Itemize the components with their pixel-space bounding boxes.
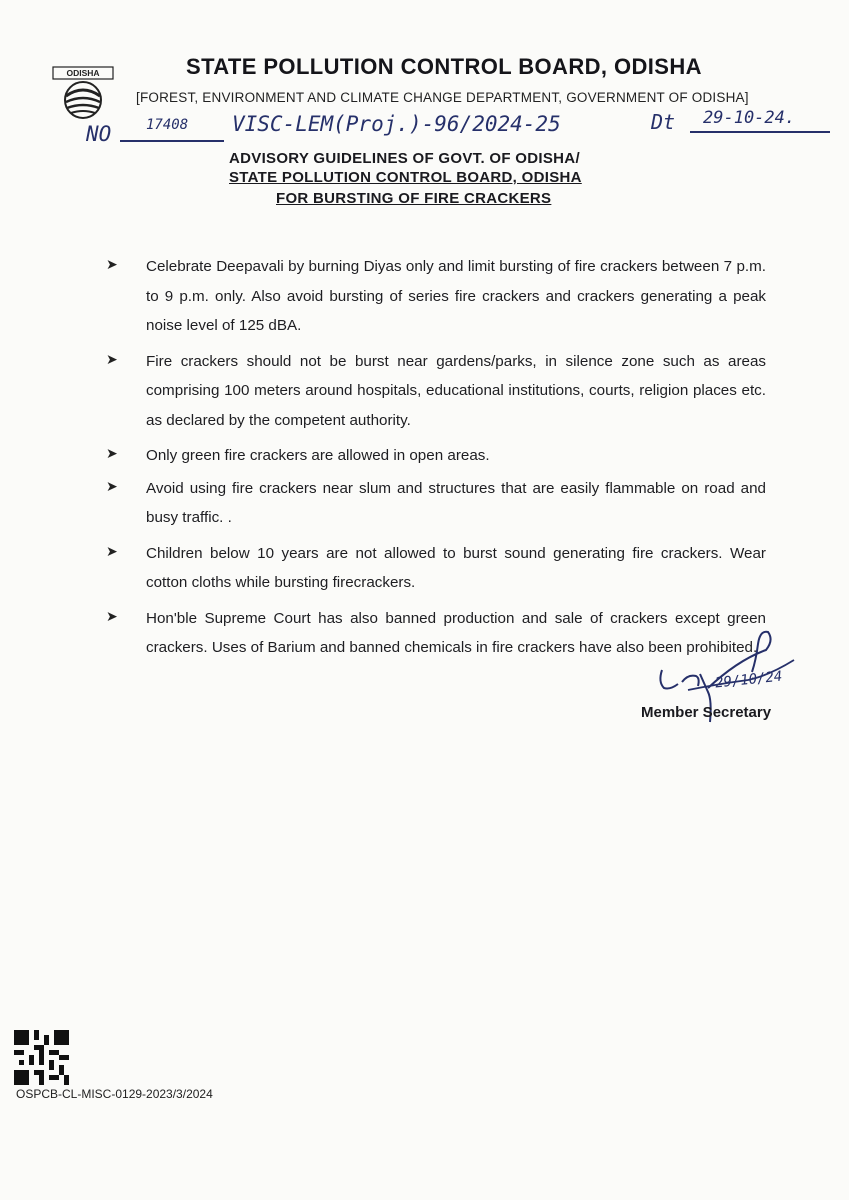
logo-text: ODISHA bbox=[66, 68, 100, 78]
ospcb-logo bbox=[52, 66, 114, 120]
advisory-heading-line2: STATE POLLUTION CONTROL BOARD, ODISHA bbox=[229, 169, 582, 186]
arrow-bullet-icon: ➤ bbox=[106, 542, 118, 559]
list-item bbox=[106, 441, 766, 471]
guideline-text: Only green fire crackers are allowed in open areas. bbox=[146, 447, 490, 464]
signature-date: 29/10/24 bbox=[714, 668, 784, 692]
arrow-bullet-icon: ➤ bbox=[106, 445, 118, 461]
reference-no-value: 17408 bbox=[146, 117, 189, 133]
advisory-heading-line1: ADVISORY GUIDELINES OF GOVT. OF ODISHA/ bbox=[229, 150, 580, 167]
organization-title: STATE POLLUTION CONTROL BOARD, ODISHA bbox=[186, 54, 702, 79]
reference-code: VISC-LEM(Proj.)-96/2024-25 bbox=[232, 112, 561, 136]
guideline-text: Hon'ble Supreme Court has also banned production and sale of crackers except green crackers. Uses of Barium and banned chemicals in fire crackers have also been prohibited. bbox=[146, 609, 766, 656]
guideline-text: Children below 10 years are not allowed to burst sound generating fire crackers. Wear cotton cloths while bursting firecrackers. bbox=[146, 544, 766, 591]
document-code: OSPCB-CL-MISC-0129-2023/3/2024 bbox=[16, 1087, 213, 1101]
reference-date-underline bbox=[690, 131, 830, 133]
reference-date-label: Dt bbox=[651, 110, 676, 134]
arrow-bullet-icon: ➤ bbox=[106, 607, 118, 624]
signatory-designation: Member Secretary bbox=[641, 704, 772, 721]
guideline-text: Fire crackers should not be burst near gardens/parks, in silence zone such as areas comprising 100 meters around hospitals, educational institutions, courts, religion places etc. as declared by the competent authority. bbox=[146, 352, 766, 429]
reference-date-value: 29-10-24. bbox=[703, 108, 796, 128]
arrow-bullet-icon: ➤ bbox=[106, 477, 118, 494]
guidelines-list bbox=[106, 252, 766, 663]
list-item bbox=[106, 474, 766, 533]
department-subtitle: [FOREST, ENVIRONMENT AND CLIMATE CHANGE DEPARTMENT, GOVERNMENT OF ODISHA] bbox=[136, 90, 749, 105]
guideline-text: Avoid using fire crackers near slum and structures that are easily flammable on road and busy traffic. . bbox=[146, 479, 766, 526]
qr-code bbox=[14, 1030, 69, 1085]
list-item bbox=[106, 347, 766, 436]
reference-no-underline bbox=[120, 140, 224, 142]
reference-no-label: NO bbox=[86, 122, 112, 146]
arrow-bullet-icon: ➤ bbox=[106, 350, 118, 367]
list-item bbox=[106, 539, 766, 598]
arrow-bullet-icon: ➤ bbox=[106, 256, 118, 272]
guideline-text: Celebrate Deepavali by burning Diyas only and limit bursting of fire crackers between 7 p.m. to 9 p.m. only. Also avoid bursting of series fire crackers and crackers generating a peak noise level of 125 dBA. bbox=[146, 258, 766, 334]
advisory-heading-line3: FOR BURSTING OF FIRE CRACKERS bbox=[276, 190, 552, 207]
list-item bbox=[106, 252, 766, 341]
